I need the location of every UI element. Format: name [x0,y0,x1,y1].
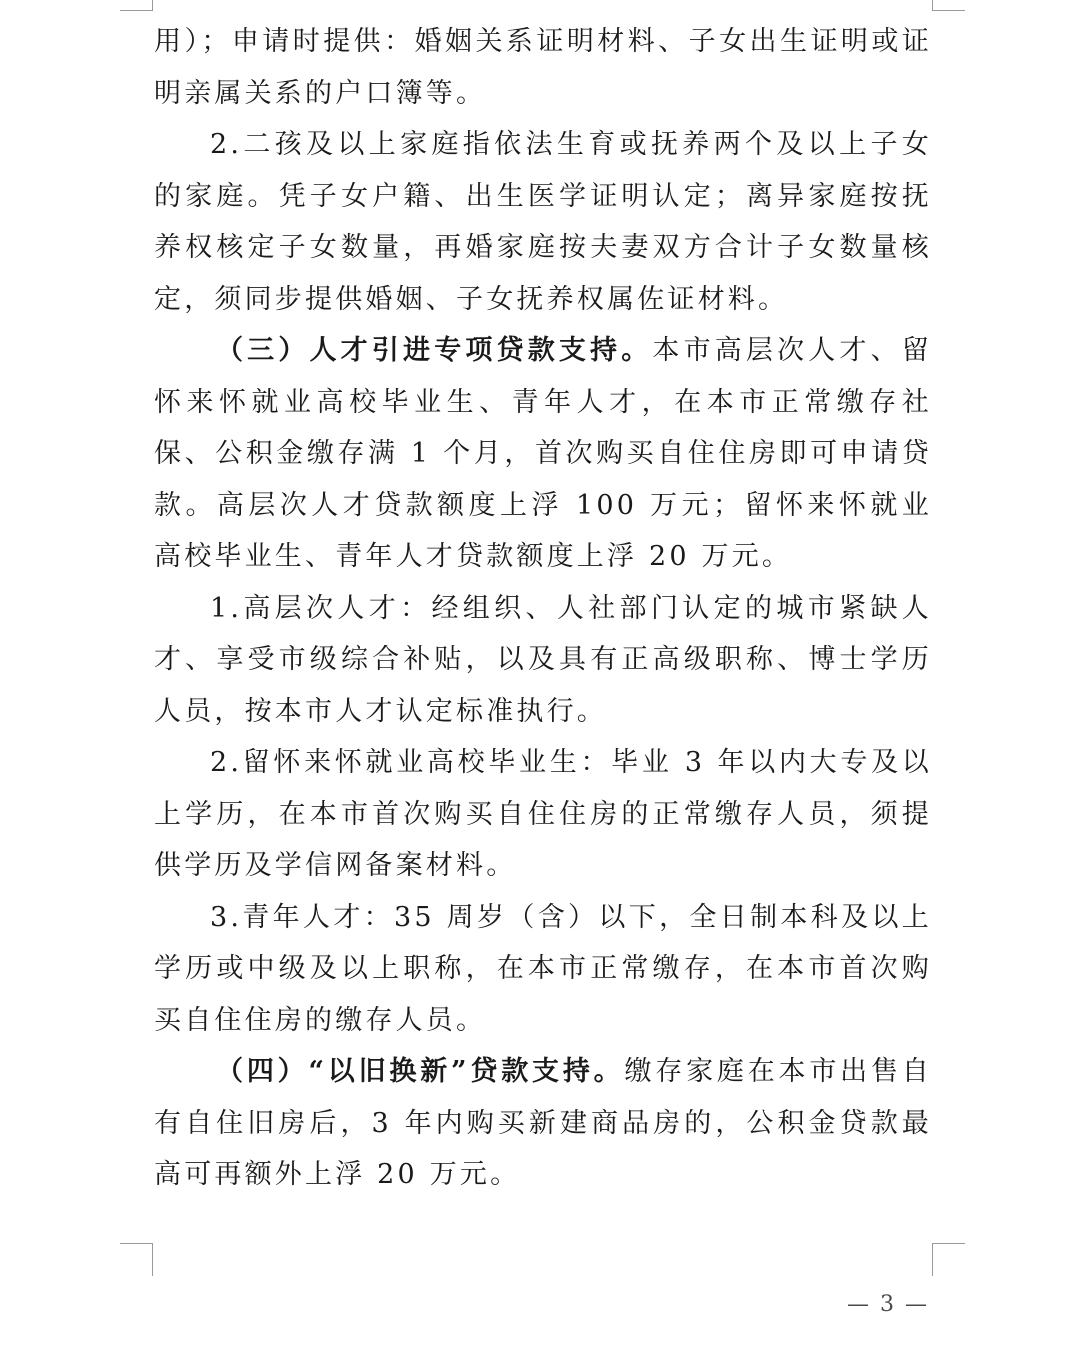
paragraph-graduates: 2.留怀来怀就业高校毕业生：毕业 3 年以内大专及以上学历，在本市首次购买自住住房的正常缴存人员，须提供学历及学信网备案材料。 [154,747,932,881]
crop-mark-top-left [120,0,153,11]
paragraph-talent-loan [154,325,932,583]
section-heading-trade-in: （四）“以旧换新”贷款支持。 [216,1056,625,1087]
crop-mark-bottom-left [120,1243,153,1276]
paragraph-trade-in-loan [154,1046,932,1201]
paragraph-high-level-talent: 1.高层次人才：经组织、人社部门认定的城市紧缺人才、享受市级综合补贴，以及具有正高级职称、博士学历人员，按本市人才认定标准执行。 [154,592,932,727]
crop-mark-bottom-right [932,1243,965,1276]
section-body-talent-loan: 本市高层次人才、留怀来怀就业高校毕业生、青年人才，在本市正常缴存社保、公积金缴存满 1 个月，首次购买自住住房即可申请贷款。高层次人才贷款额度上浮 100 万元；留怀来怀就业高校毕业生、青年人才贷款额度上浮 20 万元。 [154,335,932,572]
section-heading-talent-loan: （三）人才引进专项贷款支持。 [216,335,653,366]
paragraph-continuation: 用）；申请时提供：婚姻关系证明材料、子女出生证明或证明亲属关系的户口簿等。 [154,26,932,109]
page-number: — 3 — [847,1292,929,1317]
crop-mark-top-right [932,0,965,11]
section-body-trade-in: 缴存家庭在本市出售自有自住旧房后，3 年内购买新建商品房的，公积金贷款最高可再额外上浮 20 万元。 [154,1056,932,1190]
paragraph-young-talent: 3.青年人才：35 周岁（含）以下，全日制本科及以上学历或中级及以上职称，在本市正常缴存，在本市首次购买自住住房的缴存人员。 [154,901,932,1036]
paragraph-second-child-family: 2.二孩及以上家庭指依法生育或抚养两个及以上子女的家庭。凭子女户籍、出生医学证明认定；离异家庭按抚养权核定子女数量，再婚家庭按夫妻双方合计子女数量核定，须同步提供婚姻、子女抚养权属佐证材料。 [154,129,932,315]
document-body [154,16,932,1201]
